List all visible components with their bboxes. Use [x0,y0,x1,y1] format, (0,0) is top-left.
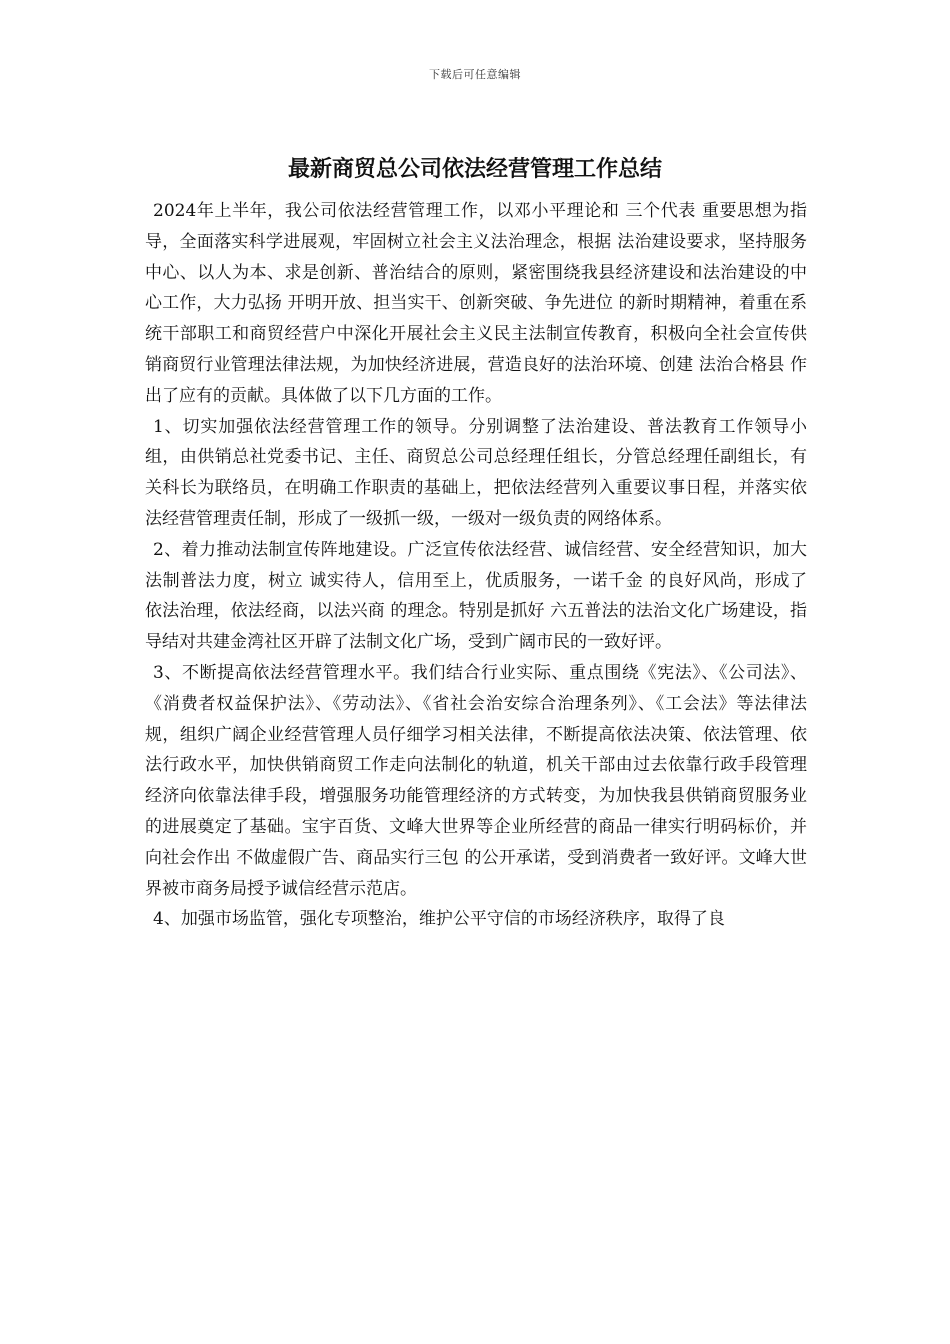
paragraph-intro: 2024年上半年，我公司依法经营管理工作，以邓小平理论和 三个代表 重要思想为指导，全面落实科学进展观，牢固树立社会主义法治理念，根据 法治建设要求，坚持服务中心、以人为本、求是创新、普治结合的原则，紧密围绕我县经济建设和法治建设的中心工作，大力弘扬 开明开放、担当实干、创新突破、争先进位 的新时期精神，着重在系统干部职工和商贸经营户中深化开展社会主义民主法制宣传教育，积极向全社会宣传供销商贸行业管理法律法规，为加快经济进展，营造良好的法治环境、创建 法治合格县 作出了应有的贡献。具体做了以下几方面的工作。 [145,201,807,406]
document-title: 最新商贸总公司依法经营管理工作总结 [287,157,662,182]
paragraph-item-2: 2、着力推动法制宣传阵地建设。广泛宣传依法经营、诚信经营、安全经营知识，加大法制普法力度，树立 诚实待人，信用至上，优质服务，一诺千金 的良好风尚，形成了 依法治理，依法经商，以法兴商 的理念。特别是抓好 六五普法的法治文化广场建设，指导结对共建金湾社区开辟了法制文化广场，受到广阔市民的一致好评。 [145,539,807,653]
paragraph-item-3: 3、不断提高依法经营管理水平。我们结合行业实际、重点围绕《宪法》、《公司法》、《消费者权益保护法》、《劳动法》、《省社会治安综合治理条列》、《工会法》等法律法规，组织广阔企业经营管理人员仔细学习相关法律，不断提高依法决策、依法管理、依法行政水平，加快供销商贸工作走向法制化的轨道，机关干部由过去依靠行政手段管理经济向依靠法律手段，增强服务功能管理经济的方式转变，为加快我县供销商贸服务业的进展奠定了基础。宝宇百货、文峰大世界等企业所经营的商品一律实行明码标价，并向社会作出 不做虚假广告、商品实行三包 的公开承诺，受到消费者一致好评。文峰大世界被市商务局授予诚信经营示范店。 [145,662,807,899]
paragraph-item-1: 1、切实加强依法经营管理工作的领导。分别调整了法治建设、普法教育工作领导小组，由供销总社党委书记、主任、商贸总公司总经理任组长，分管总经理任副组长，有关科长为联络员，在明确工作职责的基础上，把依法经营列入重要议事日程，并落实依法经营管理责任制，形成了一级抓一级，一级对一级负责的网络体系。 [145,416,807,529]
document-body [145,196,807,935]
header-note: 下载后可任意编辑 [429,68,521,81]
paragraph-item-4: 4、加强市场监管，强化专项整治，维护公平守信的市场经济秩序，取得了良 [153,909,725,930]
